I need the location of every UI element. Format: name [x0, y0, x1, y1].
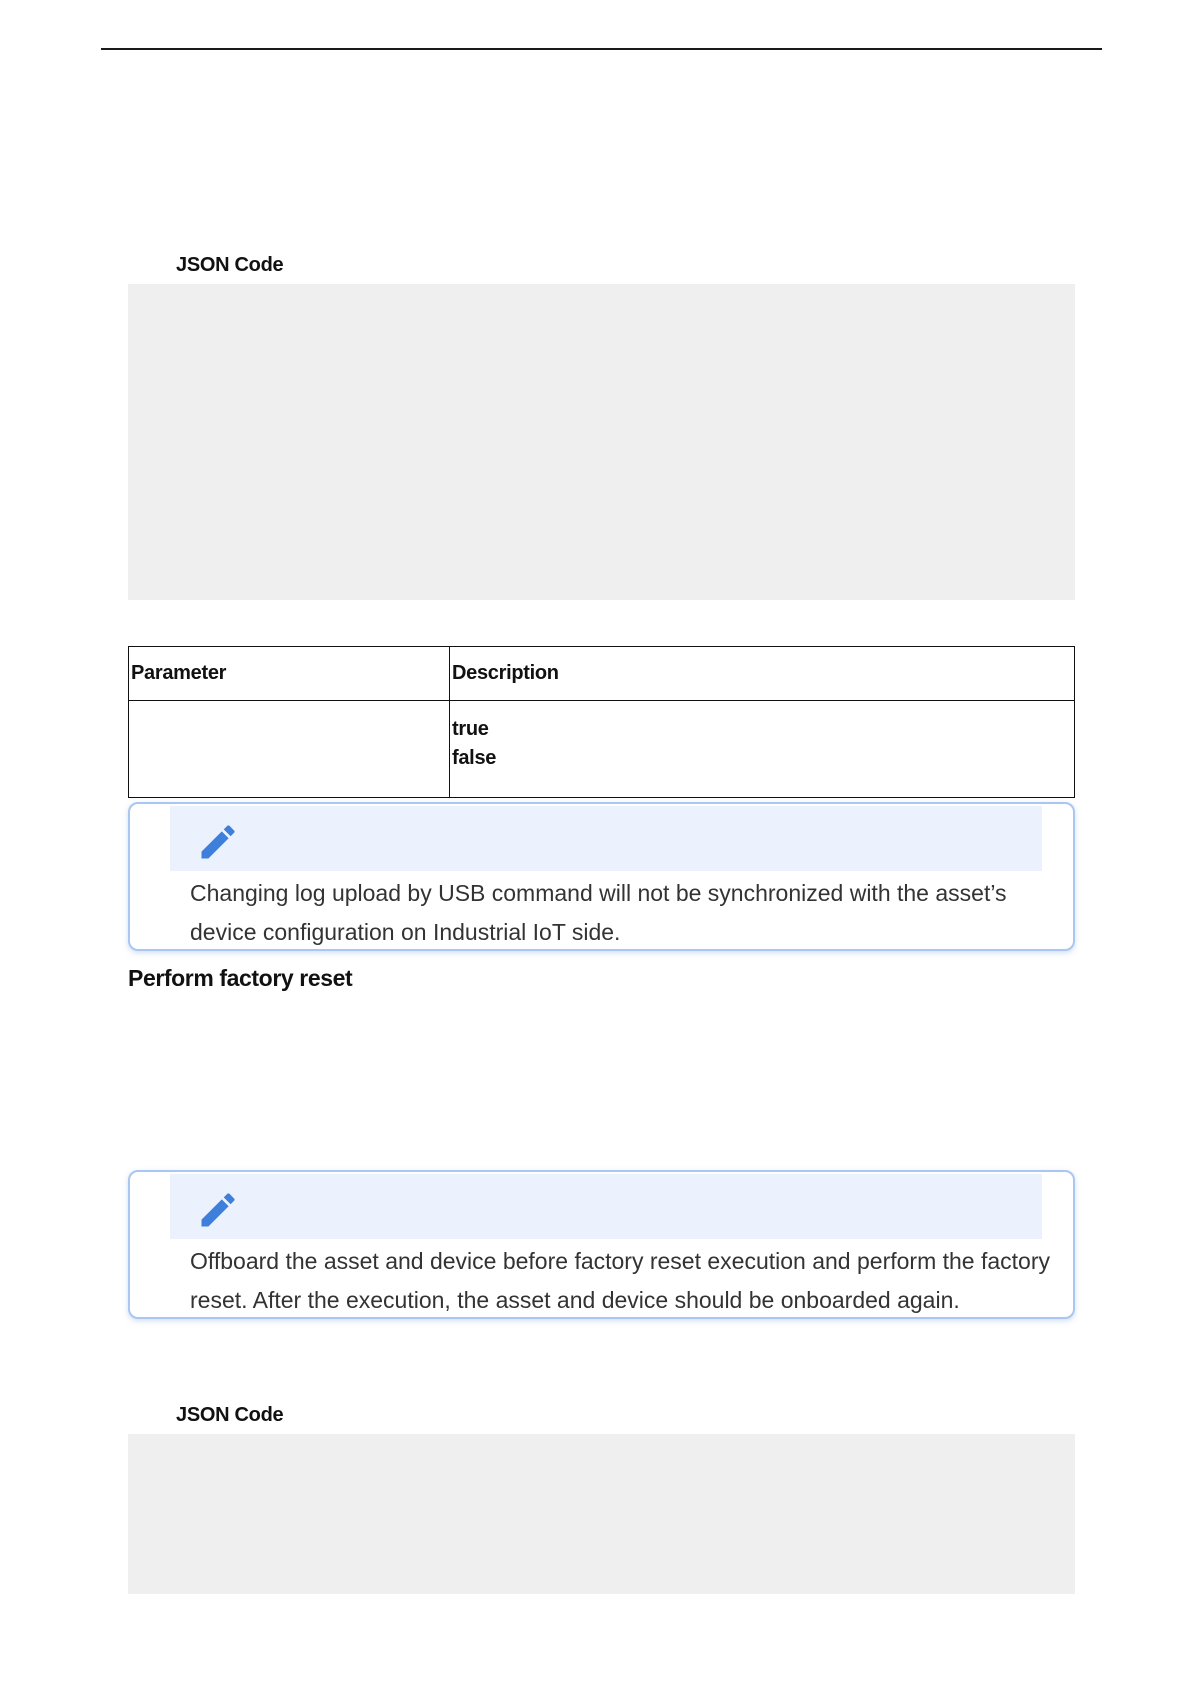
- header-rule: [101, 48, 1102, 50]
- parameter-table: [128, 646, 1075, 798]
- note-text: Changing log upload by USB command will not be synchronized with the asset’s device configuration on Industrial IoT side.: [190, 880, 1007, 945]
- note-box: [128, 802, 1075, 951]
- code-block: [128, 284, 1075, 600]
- table-cell-parameter: [129, 701, 450, 798]
- section-title: Perform factory reset: [128, 965, 353, 991]
- table-row: [129, 701, 1075, 798]
- code-block-label: JSON Code: [176, 254, 284, 276]
- note-box: [128, 1170, 1075, 1319]
- table-header-description: Description: [450, 647, 1075, 701]
- note-header: [170, 1174, 1042, 1239]
- code-block-label: JSON Code: [176, 1404, 284, 1426]
- pencil-icon: [196, 820, 240, 864]
- note-header: [170, 806, 1042, 871]
- code-block: [128, 1434, 1075, 1594]
- pencil-icon: [196, 1188, 240, 1232]
- note-text: Offboard the asset and device before factory reset execution and perform the factory reset. After the execution, the asset and device should be onboarded again.: [190, 1248, 1051, 1313]
- table-cell-description: [450, 701, 1075, 798]
- table-header-parameter: Parameter: [129, 647, 450, 701]
- value-true: true: [452, 718, 489, 740]
- value-false: false: [452, 747, 497, 769]
- table-header-row: [129, 647, 1075, 701]
